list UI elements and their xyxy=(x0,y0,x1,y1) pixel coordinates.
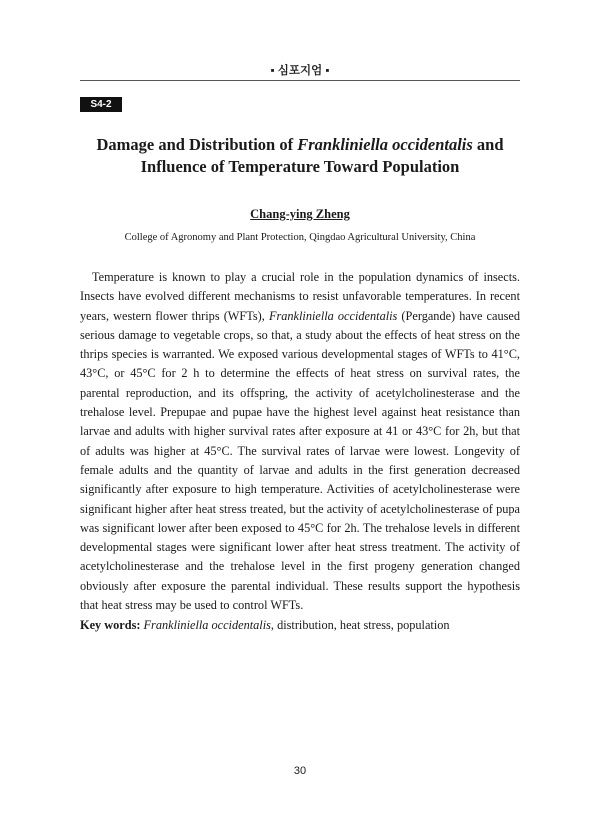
section-header: ▪ 심포지엄 ▪ xyxy=(270,65,330,77)
affiliation: College of Agronomy and Plant Protection, Qingdao Agricultural University, China xyxy=(124,232,476,243)
header-divider xyxy=(80,80,520,81)
session-badge: S4-2 xyxy=(80,97,122,112)
abstract-species: Frankliniella occidentalis xyxy=(268,308,398,323)
title-text-a: Damage and Distribution of xyxy=(96,135,298,154)
title-text-b: and xyxy=(472,135,504,154)
page-number: 30 xyxy=(293,765,307,777)
abstract-part-2: (Pergande) have caused serious damage to vegetable crops, so that, a study about the effects of heat stress on the thrips species is warranted. We exposed various developmental stages of WFTs to 41°C, 43°C, or 45°C for 2 h to determine the effects of heat stress on survival rates, the parental reproduction, and its offspring, the activity of acetylcholinesterase and the trehalose level. Prepupae and pupae have the highest level against heat resistance than larvae and adults with higher survival rates after exposure at 41 or 43°C for 2h, but that of adults was higher at 45°C. The survival rates of larvae were lowest. Longevity of female adults and the quantity of larvae and adults in the first generation decreased significantly after exposure to high temperature. Activities of acetylcholinesterase were significant higher after heat stress treated, but the activity of acetylcholinesterase of pupa was significant lower after been exposed to 45°C for 2h. The trehalose levels in different developmental stages were significant lower after heat stress treatment. The activity of acetylcholinesterase and the trehalose level in the first progeny generation changed obviously after exposure the parental individual. These results support the hypothesis that heat stress may be used to control WFTs. xyxy=(80,308,520,613)
abstract-body xyxy=(80,268,520,615)
paper-title xyxy=(80,134,520,178)
keywords-label: Key words: xyxy=(80,618,141,632)
title-line-2: Influence of Temperature Toward Population xyxy=(140,157,460,176)
title-line-1 xyxy=(80,134,520,156)
keywords-line xyxy=(80,616,520,635)
keywords-rest: , distribution, heat stress, population xyxy=(270,618,450,632)
author-line xyxy=(80,207,520,222)
keywords-species: Frankliniella occidentalis xyxy=(143,618,271,632)
title-species: Frankliniella occidentalis xyxy=(297,135,473,154)
abstract-part-1: Temperature is known to play a crucial role in the population dynamics of insects. Insects have evolved different mechanisms to resist unfavorable temperatures. In recent years, western flower thrips (WFTs), xyxy=(80,270,520,323)
author-name: Chang-ying Zheng xyxy=(250,207,350,221)
